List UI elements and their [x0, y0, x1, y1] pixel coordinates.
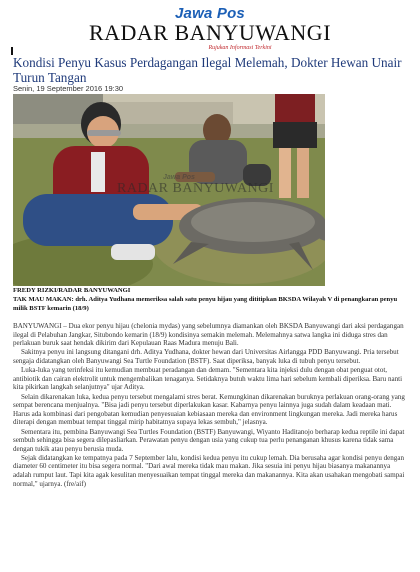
photo-credit: FREDY RIZKI/RADAR BANYUWANGI [13, 287, 131, 294]
masthead [0, 6, 420, 52]
photo-watermark-brand: Jawa Pos [163, 174, 195, 181]
article-headline: Kondisi Penyu Kasus Perdagangan Ilegal Melemah, Dokter Hewan Unair Turun Tangan [13, 55, 402, 85]
article-paragraph: Sejak didatangkan ke tempatnya pada 7 September lalu, kondisi kedua penyu itu cukup lemah. Dia berusaha agar kondisi penyu dengan diameter 60 centimeter itu bisa segera normal. "Dari awal mereka tidak mau makan. Jika sesuia ini penyu hijau biasanya makanannya adalah rumput laut. Tapi kita agak kesulitan menyesuaikan tempat tinggal mereka dan makanannya. Kita akan usahakan mengobati sampai normal," ujarnya. (fre/aif) [13, 453, 405, 488]
radar-banyuwangi-logo: RADAR BANYUWANGI [88, 20, 332, 45]
article-photo [13, 94, 325, 286]
article-paragraph: Selain dikarenakan luka, kedua penyu tersebut mengalami stres berat. Kemungkinan dikarenakan buruknya perlakuan orang-orang yang sempat berencana menjualnya. "Bisa jadi penyu tersebut diperlakukan kasar. Kabarnya penyu lainnya juga sudah dalam keadaan mati. Harus ada kombinasi dari pengobatan kemudian penyesuaian kebiasaan mereka dan environment lingkungan mereka. Jadi mereka harus diterapi dengan membuat tempat tinggal mirip habitatnya supaya lekas sembuh," jelasnya. [13, 392, 405, 427]
masthead-tagline: Rujukan Informasi Terkini [208, 45, 272, 51]
article-dateline: Senin, 19 September 2016 19:30 [13, 84, 124, 93]
article-paragraph: Luka-luka yang terinfeksi itu kemudian membuat peradangan dan demam. "Sementara kita injeksi dulu dengan obat penguat otot, antibiotik dan cairan elektrolit untuk mengembalikan tenaganya. Setidaknya butuh waktu lima hari sebelum kembali diperiksa. Baru nanti kita pikirkan langkah selanjutnya" ujar Aditya. [13, 366, 403, 392]
section-marker [11, 47, 13, 55]
photo-watermark: RADAR BANYUWANGI [117, 181, 274, 196]
article-paragraph: Sakitnya penyu ini langsung ditangani drh. Aditya Yudhana, dokter hewan dari Universitas Airlangga PDD Banyuwangi. Pria tersebut sengaja didatangkan oleh Banyuwangi Sea Turtle Foundation (BSTF). Saat diperiksa, banyak luka di tubuh penyu tersebut. [13, 348, 399, 365]
article-paragraph: Sementara itu, pembina Banyuwangi Sea Turtles Foundation (BSTF) Banyuwangi, Wiyanto Haditanojo berharap kedua reptile ini dapat sembuh sehingga bisa segera dilepasliarkan. Perawatan penyu dengan usia yang cukup tua perlu penanganan khusus karena tidak sama dengan tukik atau penyu berusia muda. [13, 427, 405, 453]
article-body [13, 322, 408, 489]
article-paragraph: BANYUWANGI – Dua ekor penyu hijau (chelonia mydas) yang sebelumnya diamankan oleh BKSDA Banyuwangi dari aksi perdagangan ilegal di Pelabuhan Jangkar, Situbondo kemarin (18/9) kondisinya semakin melemah. Melemahnya satwa langka ini diduga stres dan perlakuan buruk saat hendak dikirim dari Kepulauan Raas Madura menuju Bali. [13, 322, 404, 348]
jawapos-logo: Jawa Pos [175, 5, 245, 22]
photo-caption: TAK MAU MAKAN: drh. Aditya Yudhana memeriksa salah satu penyu hijau yang dititipkan BKSDA Wilayah V di penangkaran penyu milik BSTF kemarin (18/9) [13, 296, 398, 312]
